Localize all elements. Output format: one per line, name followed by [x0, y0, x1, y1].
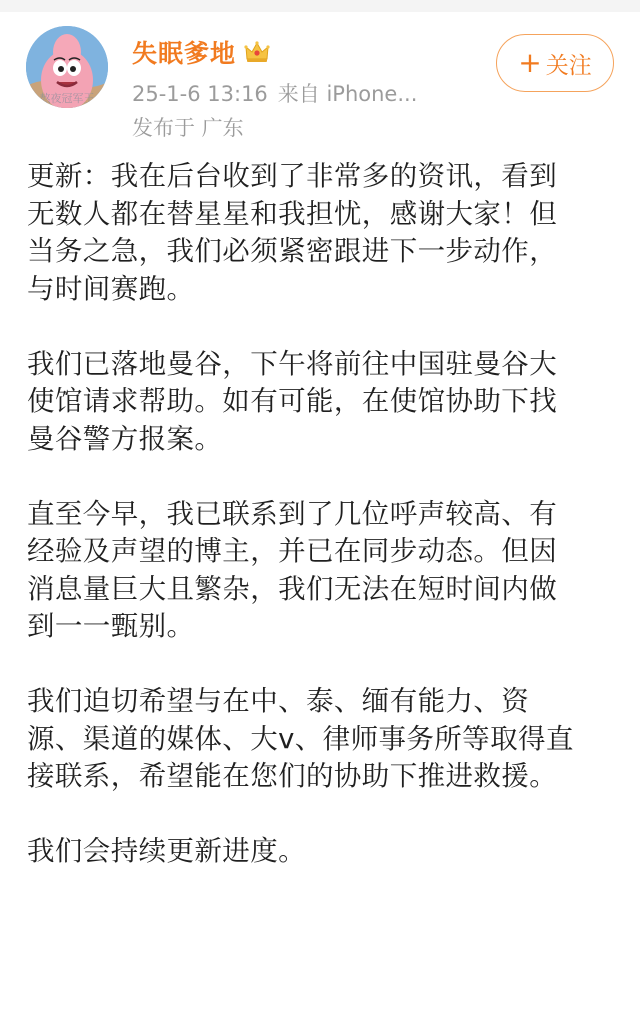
post-paragraph: 我们已落地曼谷，下午将前往中国驻曼谷大 使馆请求帮助。如有可能，在使馆协助下找 曼谷警方报案。 — [27, 347, 558, 455]
top-divider — [0, 0, 640, 12]
follow-button[interactable] — [496, 34, 614, 92]
crown-icon[interactable] — [244, 40, 270, 64]
author-name[interactable]: 失眠爹地 — [132, 39, 237, 68]
avatar[interactable] — [26, 26, 108, 108]
post-time: 25-1-6 13:16 — [132, 82, 268, 106]
follow-button-label: 关注 — [545, 52, 592, 79]
post-paragraph: 我们会持续更新进度。 — [27, 835, 306, 867]
avatar-caption: 熬夜冠军王 — [39, 92, 95, 105]
post-header — [0, 12, 640, 142]
post-source: 来自 iPhone... — [277, 82, 418, 106]
post-paragraph: 更新：我在后台收到了非常多的资讯，看到 无数人都在替星星和我担忧，感谢大家！但 当务之急，我们必须紧密跟进下一步动作， 与时间赛跑。 — [27, 160, 558, 305]
post-location: 发布于 广东 — [132, 116, 244, 140]
post-paragraph: 我们迫切希望与在中、泰、缅有能力、资 源、渠道的媒体、大v、律师事务所等取得直 接联系，希望能在您们的协助下推进救援。 — [27, 685, 574, 792]
author-row — [132, 34, 270, 70]
post-meta — [132, 78, 417, 108]
plus-icon: + — [518, 46, 542, 79]
post-paragraph: 直至今早，我已联系到了几位呼声较高、有 经验及声望的博主，并已在同步动态。但因 消息量巨大且繁杂，我们无法在短时间内做 到一一甄别。 — [27, 497, 558, 642]
post-body — [27, 158, 617, 908]
